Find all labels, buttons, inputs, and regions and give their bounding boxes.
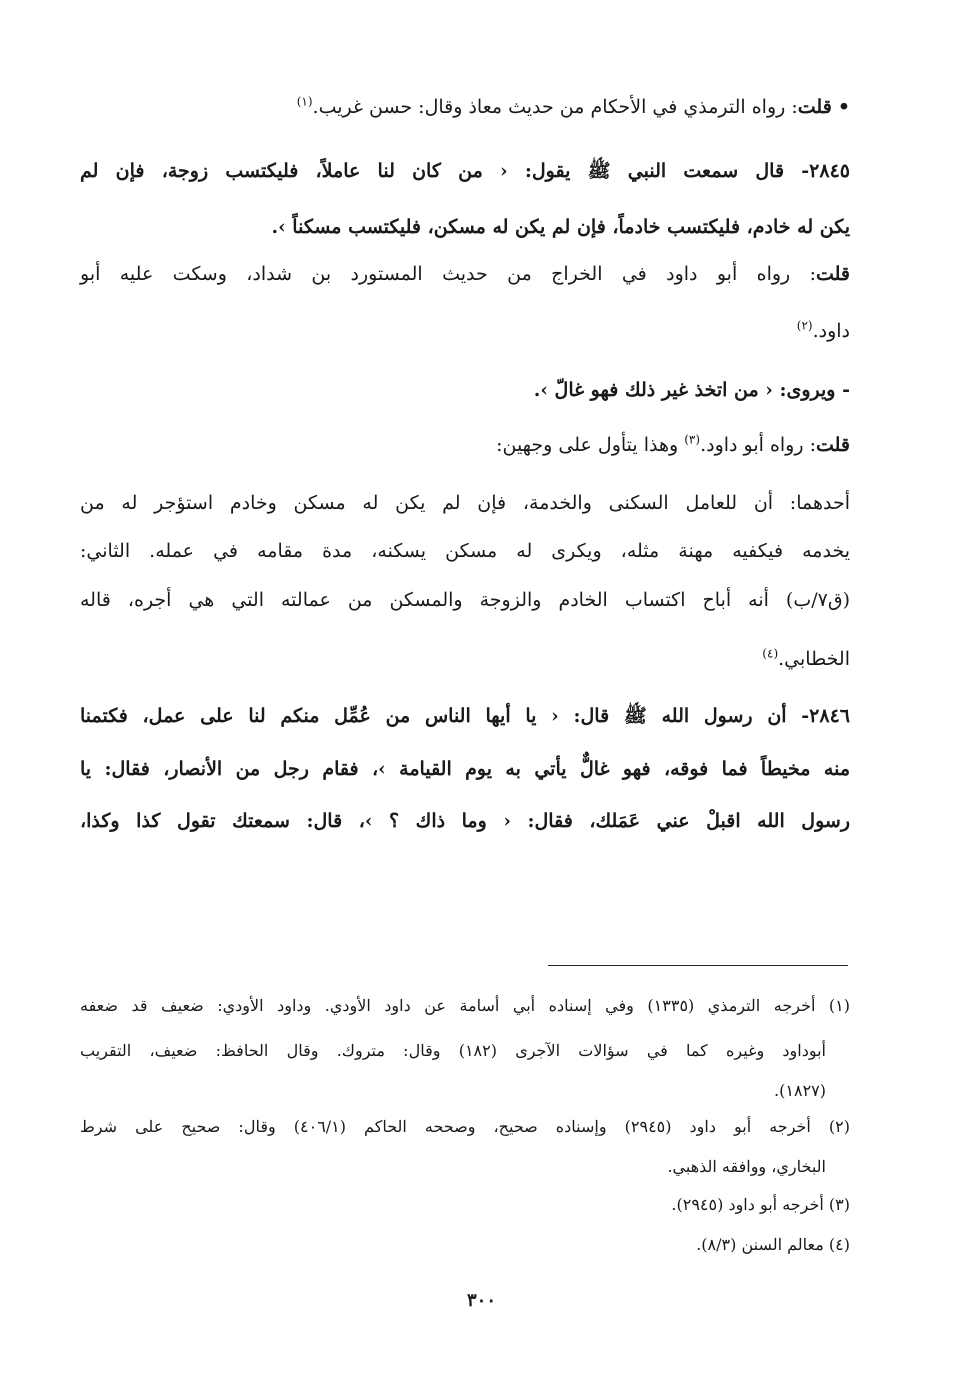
para-line-1: أحدهما: أن للعامل السكنى والخدمة، فإن لم يكن له مسكن وخادم استؤجر له من [80,492,850,514]
para-line-2: يخدمه فيكفيه مهنة مثله، ويكرى له مسكن يسكنه، مدة مقامه في عمله. الثاني: [80,540,850,562]
footnote-ref: (٤) [762,646,779,661]
hadith-2845-line-1: ٢٨٤٥- قال سمعت النبي ﷺ يقول: ‹ من كان لنا عاملاً، فليكتسب زوجة، فإن لم [80,160,850,182]
footnote-1-line-2: أبوداود وغيره كما في سؤالات الآجرى (١٨٢) وقال: متروك. وقال الحافظ: ضعيف، التقريب [80,1041,826,1060]
line-1 [80,92,850,122]
line-6: - ويروى: ‹ من اتخذ غير ذلك فهو غالّ ›. [533,379,850,401]
footnote-2-line-1: (٢) أخرجه أبو داود (٢٩٤٥) وإسناده صحيح، وصححه الحاكم (٤٠٦/١) وقال: صحيح على شرط [80,1117,851,1136]
hadith-2845-line-2: يكن له خادم، فليكتسب خادماً، فإن لم يكن له مسكن، فليكتسب مسكناً ›. [271,216,850,238]
bullet-icon: • [837,96,850,118]
footnote-1-line-3: (١٨٢٧). [774,1081,826,1100]
footnote-4: (٤) معالم السنن (٨/٣). [696,1235,850,1254]
footnote-ref: (٢) [796,318,813,333]
footnote-1-line-1: (١) أخرجه الترمذي (١٣٣٥) وفي إسناده أبي أسامة عن داود الأودي. وداود الأودي: ضعيف قد ضعفه [80,996,850,1015]
footnote-2-line-2: البخاري، ووافقه الذهبي. [667,1157,826,1176]
footnote-ref: (٣) [684,432,701,447]
line-7 [80,430,850,460]
line-5 [80,316,850,346]
footnote-separator [548,965,848,966]
para-line-3: (ق٧/ب) أنه أباح اكتساب الخادم والزوجة والمسكن من عمالته التي هي أجره، قاله [80,589,850,611]
line-text: داود. [812,320,850,342]
para-line-4 [80,644,850,674]
line-tail: وهذا يتأول على وجهين: [496,434,679,456]
hadith-2846-line-2: منه مخيطاً فما فوقه، فهو غالٌّ يأتي به يوم القيامة ›، فقام رجل من الأنصار، فقال: يا [80,758,850,780]
qultu-label: قلت [815,434,850,456]
line-text: : رواه الترمذي في الأحكام من حديث معاذ وقال: حسن غريب. [312,96,798,118]
hadith-2846-line-3: رسول الله اقبلْ عني عَمَلك، فقال: ‹ وما ذاك ؟ ›، قال: سمعتك تقول كذا وكذا، [80,810,850,832]
qultu-label: قلت [797,96,832,118]
footnote-ref: (١) [296,94,313,109]
line-text: : رواه أبو داود في الخراج من حديث المستورد بن شداد، وسكت عليه أبو [80,263,816,285]
qultu-label: قلت [815,263,850,285]
hadith-2846-line-1: ٢٨٤٦- أن رسول الله ﷺ قال: ‹ يا أيها الناس من عُمِّل منكم لنا على عمل، فكتمنا [80,705,850,727]
line-text: : رواه أبو داود. [700,434,816,456]
page-number: ٣٠٠ [466,1290,496,1311]
line-text: الخطابي. [778,648,850,670]
footnote-3: (٣) أخرجه أبو داود (٢٩٤٥). [671,1195,850,1214]
line-4 [80,259,850,289]
